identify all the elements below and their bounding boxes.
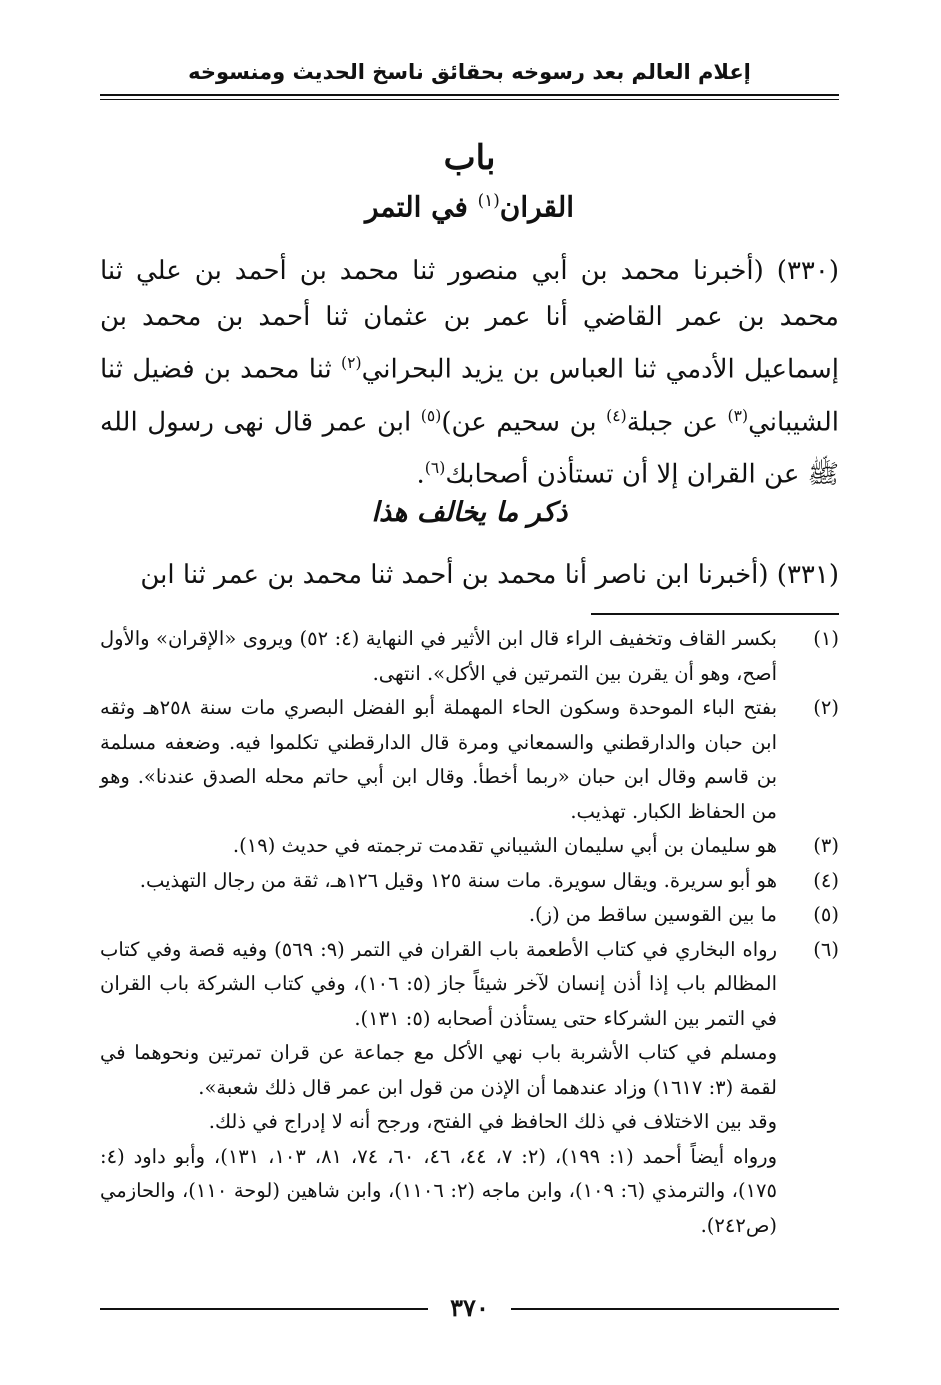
footnote-separator	[591, 613, 839, 615]
header-rule	[100, 94, 839, 96]
footnote-ref[interactable]: (٢)	[340, 354, 362, 372]
chapter-title	[100, 190, 839, 223]
footnote-6-continuation: ومسلم في كتاب الأشربة باب نهي الأكل مع جماعة عن قران تمرتين ونحوهما في لقمة (٣: ١٦١٧) وزاد عندهما أن الإذن من قول ابن عمر قال ذلك شعبة».	[100, 1041, 777, 1099]
hadith-text: ابن عمر قال نهى رسول الله ﷺ عن القران إلا أن تستأذن أصحابك	[100, 407, 839, 490]
footnote-text: بكسر القاف وتخفيف الراء قال ابن الأثير في النهاية (٤: ٥٢) ويروى «الإقران» والأول أصح، وهو أن يقرن بين التمرتين في الأكل». انتهى.	[100, 627, 777, 685]
footnote-6	[100, 933, 839, 1037]
footnote-4	[100, 864, 839, 899]
footnote-6-continuation: ورواه أيضاً أحمد (١: ١٩٩)، (٢: ٧، ٤٤، ٤٦، ٦٠، ٧٤، ٨١، ١٠٣، ١٣١)، وأبو داود (٤: ١٧٥)، والترمذي (٦: ١٠٩)، وابن ماجه (٢: ١١٠٦)، وابن شاهين (لوحة ١١٠)، والحازمي (ص٢٤٢).	[100, 1144, 777, 1237]
footnote-ref[interactable]: (٣)	[727, 406, 749, 425]
page-number: ٣٧٠	[450, 1293, 489, 1322]
running-head: إعلام العالم بعد رسوخه بحقائق ناسخ الحديث ومنسوخه	[188, 60, 751, 84]
hadith-330-paragraph	[100, 248, 839, 498]
footnote-number: (٦)	[813, 937, 839, 961]
hadith-text: .	[416, 459, 425, 490]
hadith-331-paragraph: (٣٣١) (أخبرنا ابن ناصر أنا محمد بن أحمد ثنا محمد بن عمر ثنا ابن	[140, 560, 839, 590]
chapter-heading: باب	[443, 138, 496, 178]
footnote-text: رواه البخاري في كتاب الأطعمة باب القران في التمر (٩: ٥٦٩) وفيه قصة وفي كتاب المظالم باب إذا أذن إنسان لآخر شيئاً جاز (٥: ١٠٦)، وفي كتاب الشركة باب القران في التمر بين الشركاء حتى يستأذن أصحابه (٥: ١٣١).	[100, 937, 777, 1030]
footnotes	[100, 622, 839, 1243]
footnote-text: هو سليمان بن أبي سليمان الشيباني تقدمت ترجمته في حديث (١٩).	[232, 834, 777, 857]
footnote-5	[100, 898, 839, 933]
footnote-ref[interactable]: (٤)	[606, 406, 627, 425]
footnote-3	[100, 829, 839, 864]
hadith-text: عن جبلة	[626, 407, 728, 438]
hadith-text: ثنا محمد بن فضيل ثنا الشيباني	[100, 354, 839, 438]
footnote-6-continuation: وقد بين الاختلاف في ذلك الحافظ في الفتح، ورجح أنه لا إدراج في ذلك.	[208, 1110, 777, 1133]
footnote-number: (٢)	[813, 696, 839, 719]
footnote-text: ما بين القوسين ساقط من (ز).	[528, 903, 777, 926]
footnote-number: (٣)	[813, 834, 839, 857]
footnote-number: (٥)	[813, 903, 839, 926]
footnote-ref[interactable]: (٦)	[424, 459, 446, 478]
header-rule-thin	[100, 99, 839, 100]
footnote-2	[100, 691, 839, 829]
hadith-text: بن سحيم عن)	[441, 407, 607, 438]
chapter-title-text: القران	[499, 190, 575, 224]
page-footer	[100, 1293, 839, 1323]
section-subheading: ذكر ما يخالف هذا	[371, 497, 568, 528]
footnote-ref[interactable]: (١)	[477, 190, 500, 210]
footnote-1	[100, 622, 839, 691]
footnote-number: (٤)	[813, 868, 839, 892]
chapter-title-text-2: في التمر	[364, 190, 478, 224]
footnote-ref[interactable]: (٥)	[420, 406, 442, 425]
footnote-text: بفتح الباء الموحدة وسكون الحاء المهملة أبو الفضل البصري مات سنة ٢٥٨هـ وثقه ابن حبان والدارقطني والسمعاني ومرة قال الدارقطني تكلموا فيه. وضعفه مسلمة بن قاسم وقال ابن حبان «ربما أخطأ. وقال ابن أبي حاتم محله الصدق عندنا». وهو من الحفاظ الكبار. تهذيب.	[100, 696, 777, 823]
hadith-text: (٣٣٠) (أخبرنا محمد بن أبي منصور ثنا محمد بن أحمد بن علي ثنا محمد بن عمر القاضي أنا عمر بن عثمان ثنا أحمد بن محمد بن إسماعيل الأدمي ثنا العباس بن يزيد البحراني	[100, 256, 839, 385]
footnote-text: هو أبو سريرة. ويقال سويرة. مات سنة ١٢٥ وقيل ١٢٦هـ، ثقة من رجال التهذيب.	[139, 868, 777, 892]
footnote-number: (١)	[813, 627, 839, 650]
footer-rule	[100, 1308, 428, 1310]
